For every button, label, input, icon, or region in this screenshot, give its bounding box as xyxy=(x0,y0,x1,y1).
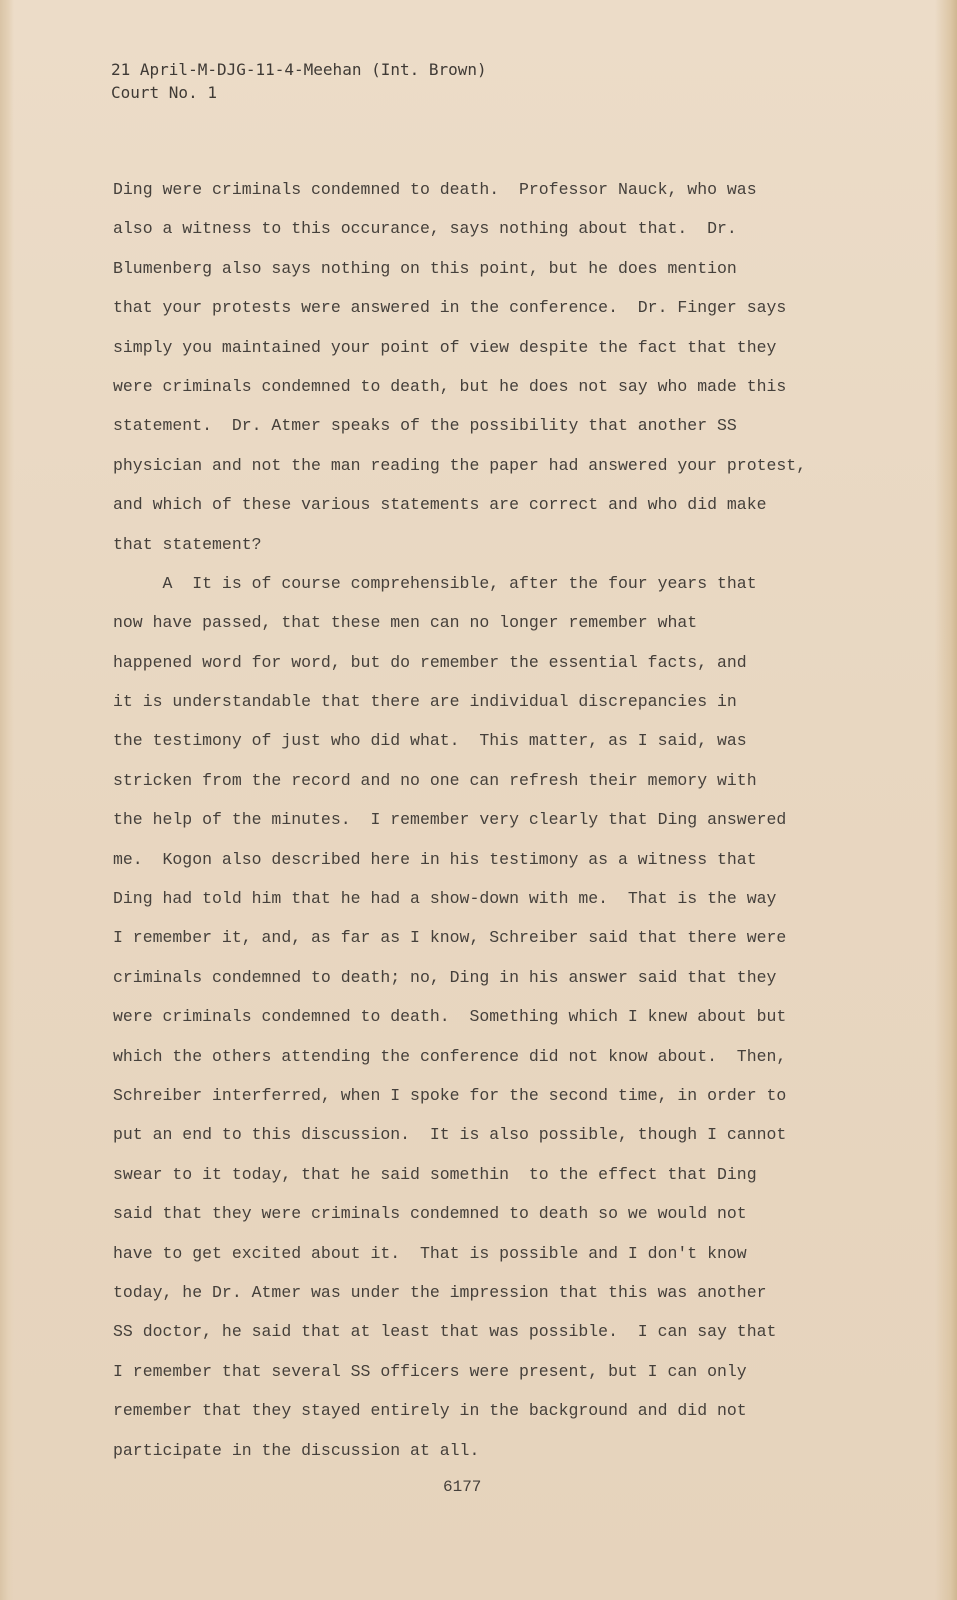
body-line: physician and not the man reading the paper had answered your protest, xyxy=(113,455,807,475)
body-line: also a witness to this occurance, says nothing about that. Dr. xyxy=(113,219,737,239)
transcript-body xyxy=(113,176,833,1476)
body-line: statement. Dr. Atmer speaks of the possibility that another SS xyxy=(113,416,737,436)
body-line: A It is of course comprehensible, after the four years that xyxy=(113,573,757,593)
body-line: now have passed, that these men can no longer remember what xyxy=(113,613,698,633)
body-line: that statement? xyxy=(113,534,262,554)
body-line: which the others attending the conference did not know about. Then, xyxy=(113,1046,787,1066)
body-line: the testimony of just who did what. This matter, as I said, was xyxy=(113,731,747,751)
body-line: Ding were criminals condemned to death. Professor Nauck, who was xyxy=(113,180,757,199)
body-line: said that they were criminals condemned to death so we would not xyxy=(113,1204,747,1224)
body-line: were criminals condemned to death, but he does not say who made this xyxy=(113,376,787,396)
header-line-2: Court No. 1 xyxy=(111,83,217,102)
body-line: put an end to this discussion. It is also possible, though I cannot xyxy=(113,1125,787,1145)
body-line: Schreiber interferred, when I spoke for the second time, in order to xyxy=(113,1085,787,1105)
body-line: stricken from the record and no one can refresh their memory with xyxy=(113,770,757,790)
body-line: the help of the minutes. I remember very clearly that Ding answered xyxy=(113,810,787,830)
page-number: 6177 xyxy=(443,1478,482,1496)
body-line: I remember that several SS officers were present, but I can only xyxy=(113,1361,747,1381)
body-line: and which of these various statements are correct and who did make xyxy=(113,495,767,515)
body-line: that your protests were answered in the conference. Dr. Finger says xyxy=(113,298,787,318)
body-line: I remember it, and, as far as I know, Schreiber said that there were xyxy=(113,928,787,948)
body-line: it is understandable that there are individual discrepancies in xyxy=(113,692,737,712)
body-line: today, he Dr. Atmer was under the impression that this was another xyxy=(113,1282,767,1302)
body-line: participate in the discussion at all. xyxy=(113,1440,480,1460)
body-line: swear to it today, that he said somethin to the effect that Ding xyxy=(113,1164,757,1184)
body-line: Ding had told him that he had a show-down with me. That is the way xyxy=(113,889,777,909)
body-line: Blumenberg also says nothing on this point, but he does mention xyxy=(113,258,737,278)
header-line-1: 21 April-M-DJG-11-4-Meehan (Int. Brown) xyxy=(111,60,487,79)
body-line: criminals condemned to death; no, Ding in his answer said that they xyxy=(113,967,777,987)
body-line: SS doctor, he said that at least that was possible. I can say that xyxy=(113,1322,777,1342)
document-header xyxy=(111,58,487,104)
page-right-edge xyxy=(935,0,957,1600)
body-line: have to get excited about it. That is possible and I don't know xyxy=(113,1243,747,1263)
body-line: simply you maintained your point of view despite the fact that they xyxy=(113,337,777,357)
body-line: me. Kogon also described here in his testimony as a witness that xyxy=(113,849,757,869)
body-line: happened word for word, but do remember the essential facts, and xyxy=(113,652,747,672)
page-left-edge xyxy=(0,0,14,1600)
body-line: were criminals condemned to death. Something which I knew about but xyxy=(113,1007,787,1027)
body-line: remember that they stayed entirely in the background and did not xyxy=(113,1401,747,1421)
